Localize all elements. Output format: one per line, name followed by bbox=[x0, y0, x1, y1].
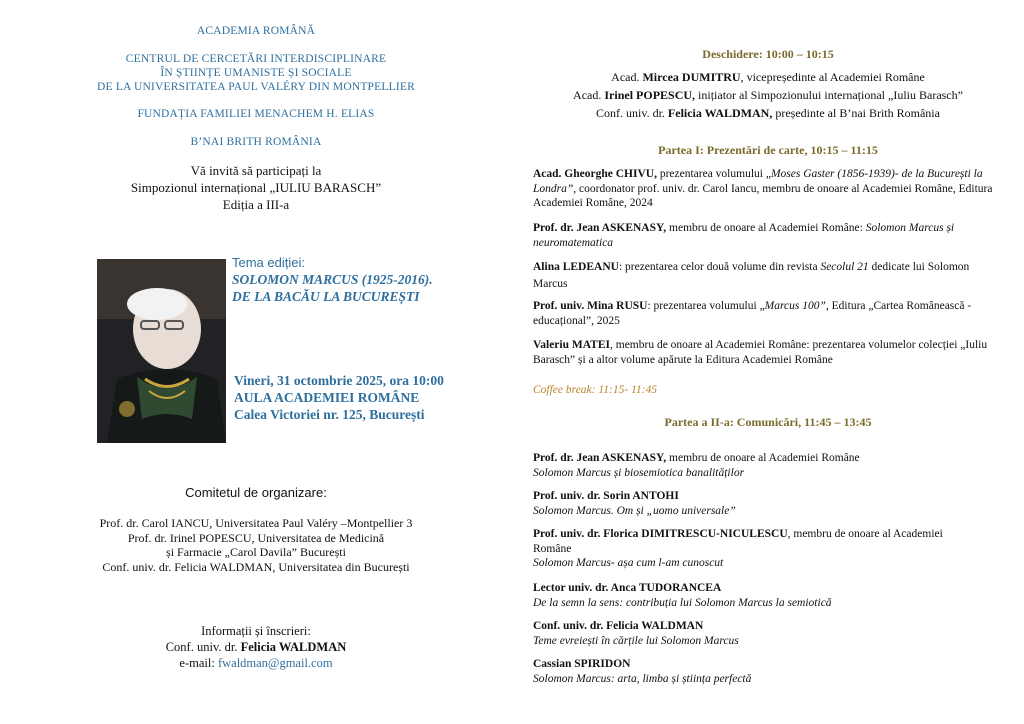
presentation-item bbox=[533, 167, 993, 211]
presentation-text: dedicate lui Solomon Marcus bbox=[533, 261, 970, 290]
talk-title: Solomon Marcus- așa cum l-am cunoscut bbox=[533, 557, 724, 569]
part1-title: Partea I: Prezentări de carte, 10:15 – 11:15 bbox=[658, 143, 878, 157]
opening-title: Deschidere: 10:00 – 10:15 bbox=[702, 47, 834, 61]
speaker-name: Conf. univ. dr. Felicia WALDMAN bbox=[533, 620, 704, 632]
committee-heading: Comitetul de organizare: bbox=[185, 485, 327, 500]
speaker-role: , membru de onoare al Academiei Române bbox=[533, 528, 943, 555]
org-center-line: DE LA UNIVERSITATEA PAUL VALÉRY DIN MONTPELLIER bbox=[97, 81, 415, 93]
speaker-name: Mircea DUMITRU bbox=[642, 70, 741, 84]
talk-title: Teme evreiești în cărțile lui Solomon Marcus bbox=[533, 634, 739, 647]
org-academia: ACADEMIA ROMÂNĂ bbox=[196, 25, 316, 37]
committee-member: și Farmacie „Carol Davila” București bbox=[166, 545, 346, 559]
speaker-name: Prof. univ. dr. Florica DIMITRESCU-NICULESCU bbox=[533, 528, 788, 540]
speaker-name: Prof. dr. Jean ASKENASY, bbox=[533, 452, 667, 464]
speaker-prefix: Acad. bbox=[573, 88, 602, 102]
email-label: e-mail: bbox=[179, 656, 215, 670]
invite-line: Ediția a III-a bbox=[222, 197, 290, 212]
coffee-break: Coffee break: 11:15- 11:45 bbox=[533, 384, 658, 396]
presenter-name: Prof. univ. Mina RUSU bbox=[533, 300, 648, 312]
org-bnai-brith: B’NAI BRITH ROMÂNIA bbox=[190, 136, 322, 148]
org-foundation: FUNDAȚIA FAMILIEI MENACHEM H. ELIAS bbox=[137, 108, 375, 120]
talk-item bbox=[533, 527, 953, 571]
event-address: Calea Victoriei nr. 125, București bbox=[234, 407, 425, 422]
presentation-item bbox=[533, 338, 993, 367]
speaker-role: președinte al B’nai Brith România bbox=[772, 106, 940, 120]
opening-speaker bbox=[512, 88, 1024, 103]
theme-block bbox=[232, 255, 512, 305]
talk-title: De la semn la sens: contribuția lui Solomon Marcus la semiotică bbox=[533, 596, 832, 609]
talk-title: Solomon Marcus: arta, limba și știința perfectă bbox=[533, 672, 752, 685]
invitation-text bbox=[0, 162, 512, 213]
speaker-name: Prof. univ. dr. Sorin ANTOHI bbox=[533, 490, 679, 502]
theme-label: Tema ediției: bbox=[232, 255, 305, 270]
org-center bbox=[0, 52, 512, 94]
presentation-text: : prezentarea volumului „ bbox=[647, 300, 765, 312]
speaker-name: Cassian SPIRIDON bbox=[533, 658, 631, 670]
presenter-name: Valeriu MATEI bbox=[533, 339, 610, 351]
presentation-item bbox=[533, 259, 983, 293]
presentation-text: membru de onoare al Academiei Române: bbox=[666, 222, 866, 234]
committee-member: Prof. dr. Irinel POPESCU, Universitatea de Medicină bbox=[127, 530, 385, 545]
committee bbox=[0, 485, 512, 574]
email-line bbox=[0, 655, 512, 671]
portrait-illustration bbox=[97, 259, 226, 443]
event-venue: AULA ACADEMIEI ROMÂNE bbox=[234, 390, 420, 405]
event-details bbox=[234, 372, 514, 423]
magazine-title: Secolul 21 bbox=[820, 261, 869, 273]
talk-item bbox=[533, 619, 993, 648]
committee-member: Conf. univ. dr. Felicia WALDMAN, Universitatea din București bbox=[102, 559, 410, 574]
event-date: Vineri, 31 octombrie 2025, ora 10:00 bbox=[234, 373, 444, 388]
info-heading: Informații și înscrieri: bbox=[201, 624, 311, 638]
speaker-prefix: Acad. bbox=[611, 70, 640, 84]
opening-speaker bbox=[512, 70, 1024, 85]
org-center-line: ÎN ȘTIINȚE UMANISTE ȘI SOCIALE bbox=[160, 67, 352, 79]
talk-item bbox=[533, 451, 993, 480]
org-center-line: CENTRUL DE CERCETĂRI INTERDISCIPLINARE bbox=[125, 53, 387, 65]
theme-title-2: DE LA BACĂU LA BUCUREȘTI bbox=[232, 289, 420, 304]
presentation-item bbox=[533, 221, 993, 250]
info-contact bbox=[0, 623, 512, 671]
speaker-role: , vicepreședinte al Academiei Române bbox=[740, 70, 925, 84]
speaker-prefix: Conf. univ. dr. bbox=[596, 106, 665, 120]
info-name: Felicia WALDMAN bbox=[240, 640, 347, 654]
theme-title-1: SOLOMON MARCUS (1925-2016). bbox=[232, 272, 433, 287]
invite-line: Simpozionul internațional „IULIU BARASCH” bbox=[130, 180, 382, 195]
speaker-name: Lector univ. dr. Anca TUDORANCEA bbox=[533, 582, 722, 594]
part2-title: Partea a II-a: Comunicări, 11:45 – 13:45 bbox=[664, 415, 872, 429]
presentation-text: , membru de onoare al Academiei Române: prezentarea volumelor colecției „Iuliu Barasch” și a altor volume apărute la Editura Academiei Române bbox=[533, 339, 988, 366]
invite-line: Vă invită să participați la bbox=[190, 163, 322, 178]
committee-member: Prof. dr. Carol IANCU, Universitatea Paul Valéry –Montpellier 3 bbox=[99, 516, 413, 530]
book-title: Solomon Marcus și neuromatematica bbox=[533, 222, 955, 249]
speaker-name: Irinel POPESCU, bbox=[604, 88, 696, 102]
presentation-text: , coordonator prof. univ. dr. Carol Iancu, membru de onoare al Academiei Române, Editura Academiei Române, 2024 bbox=[533, 182, 993, 209]
speaker-name: Felicia WALDMAN, bbox=[667, 106, 773, 120]
talk-item bbox=[533, 489, 993, 518]
speaker-role: inițiator al Simpozionului internațional „Iuliu Barasch” bbox=[695, 88, 963, 102]
info-prefix: Conf. univ. dr. bbox=[165, 640, 238, 654]
portrait-photo bbox=[97, 259, 226, 443]
presenter-name: Alina LEDEANU bbox=[533, 261, 619, 273]
book-title: Marcus 100”, bbox=[764, 300, 829, 312]
book-title: Moses Gaster (1856-1939)- de la București la Londra” bbox=[533, 168, 983, 195]
opening-speaker bbox=[512, 106, 1024, 121]
speaker-role: membru de onoare al Academiei Române bbox=[666, 452, 860, 464]
talk-title: Solomon Marcus și biosemiotica banalităților bbox=[533, 466, 745, 479]
presenter-name: Prof. dr. Jean ASKENASY, bbox=[533, 222, 667, 234]
info-person bbox=[0, 639, 512, 655]
presentation-text: prezentarea volumului „ bbox=[656, 168, 771, 180]
presentation-text: : prezentarea celor două volume din revista bbox=[618, 261, 821, 273]
presentation-text: Editura „Cartea Românească - educațional”, 2025 bbox=[533, 300, 972, 327]
talk-item bbox=[533, 657, 993, 686]
presentation-item bbox=[533, 299, 993, 328]
talk-title: Solomon Marcus. Om și „uomo universale” bbox=[533, 504, 736, 517]
presenter-name: Acad. Gheorghe CHIVU, bbox=[533, 168, 657, 180]
talk-item bbox=[533, 581, 993, 610]
email-link[interactable]: fwaldman@gmail.com bbox=[217, 656, 333, 670]
